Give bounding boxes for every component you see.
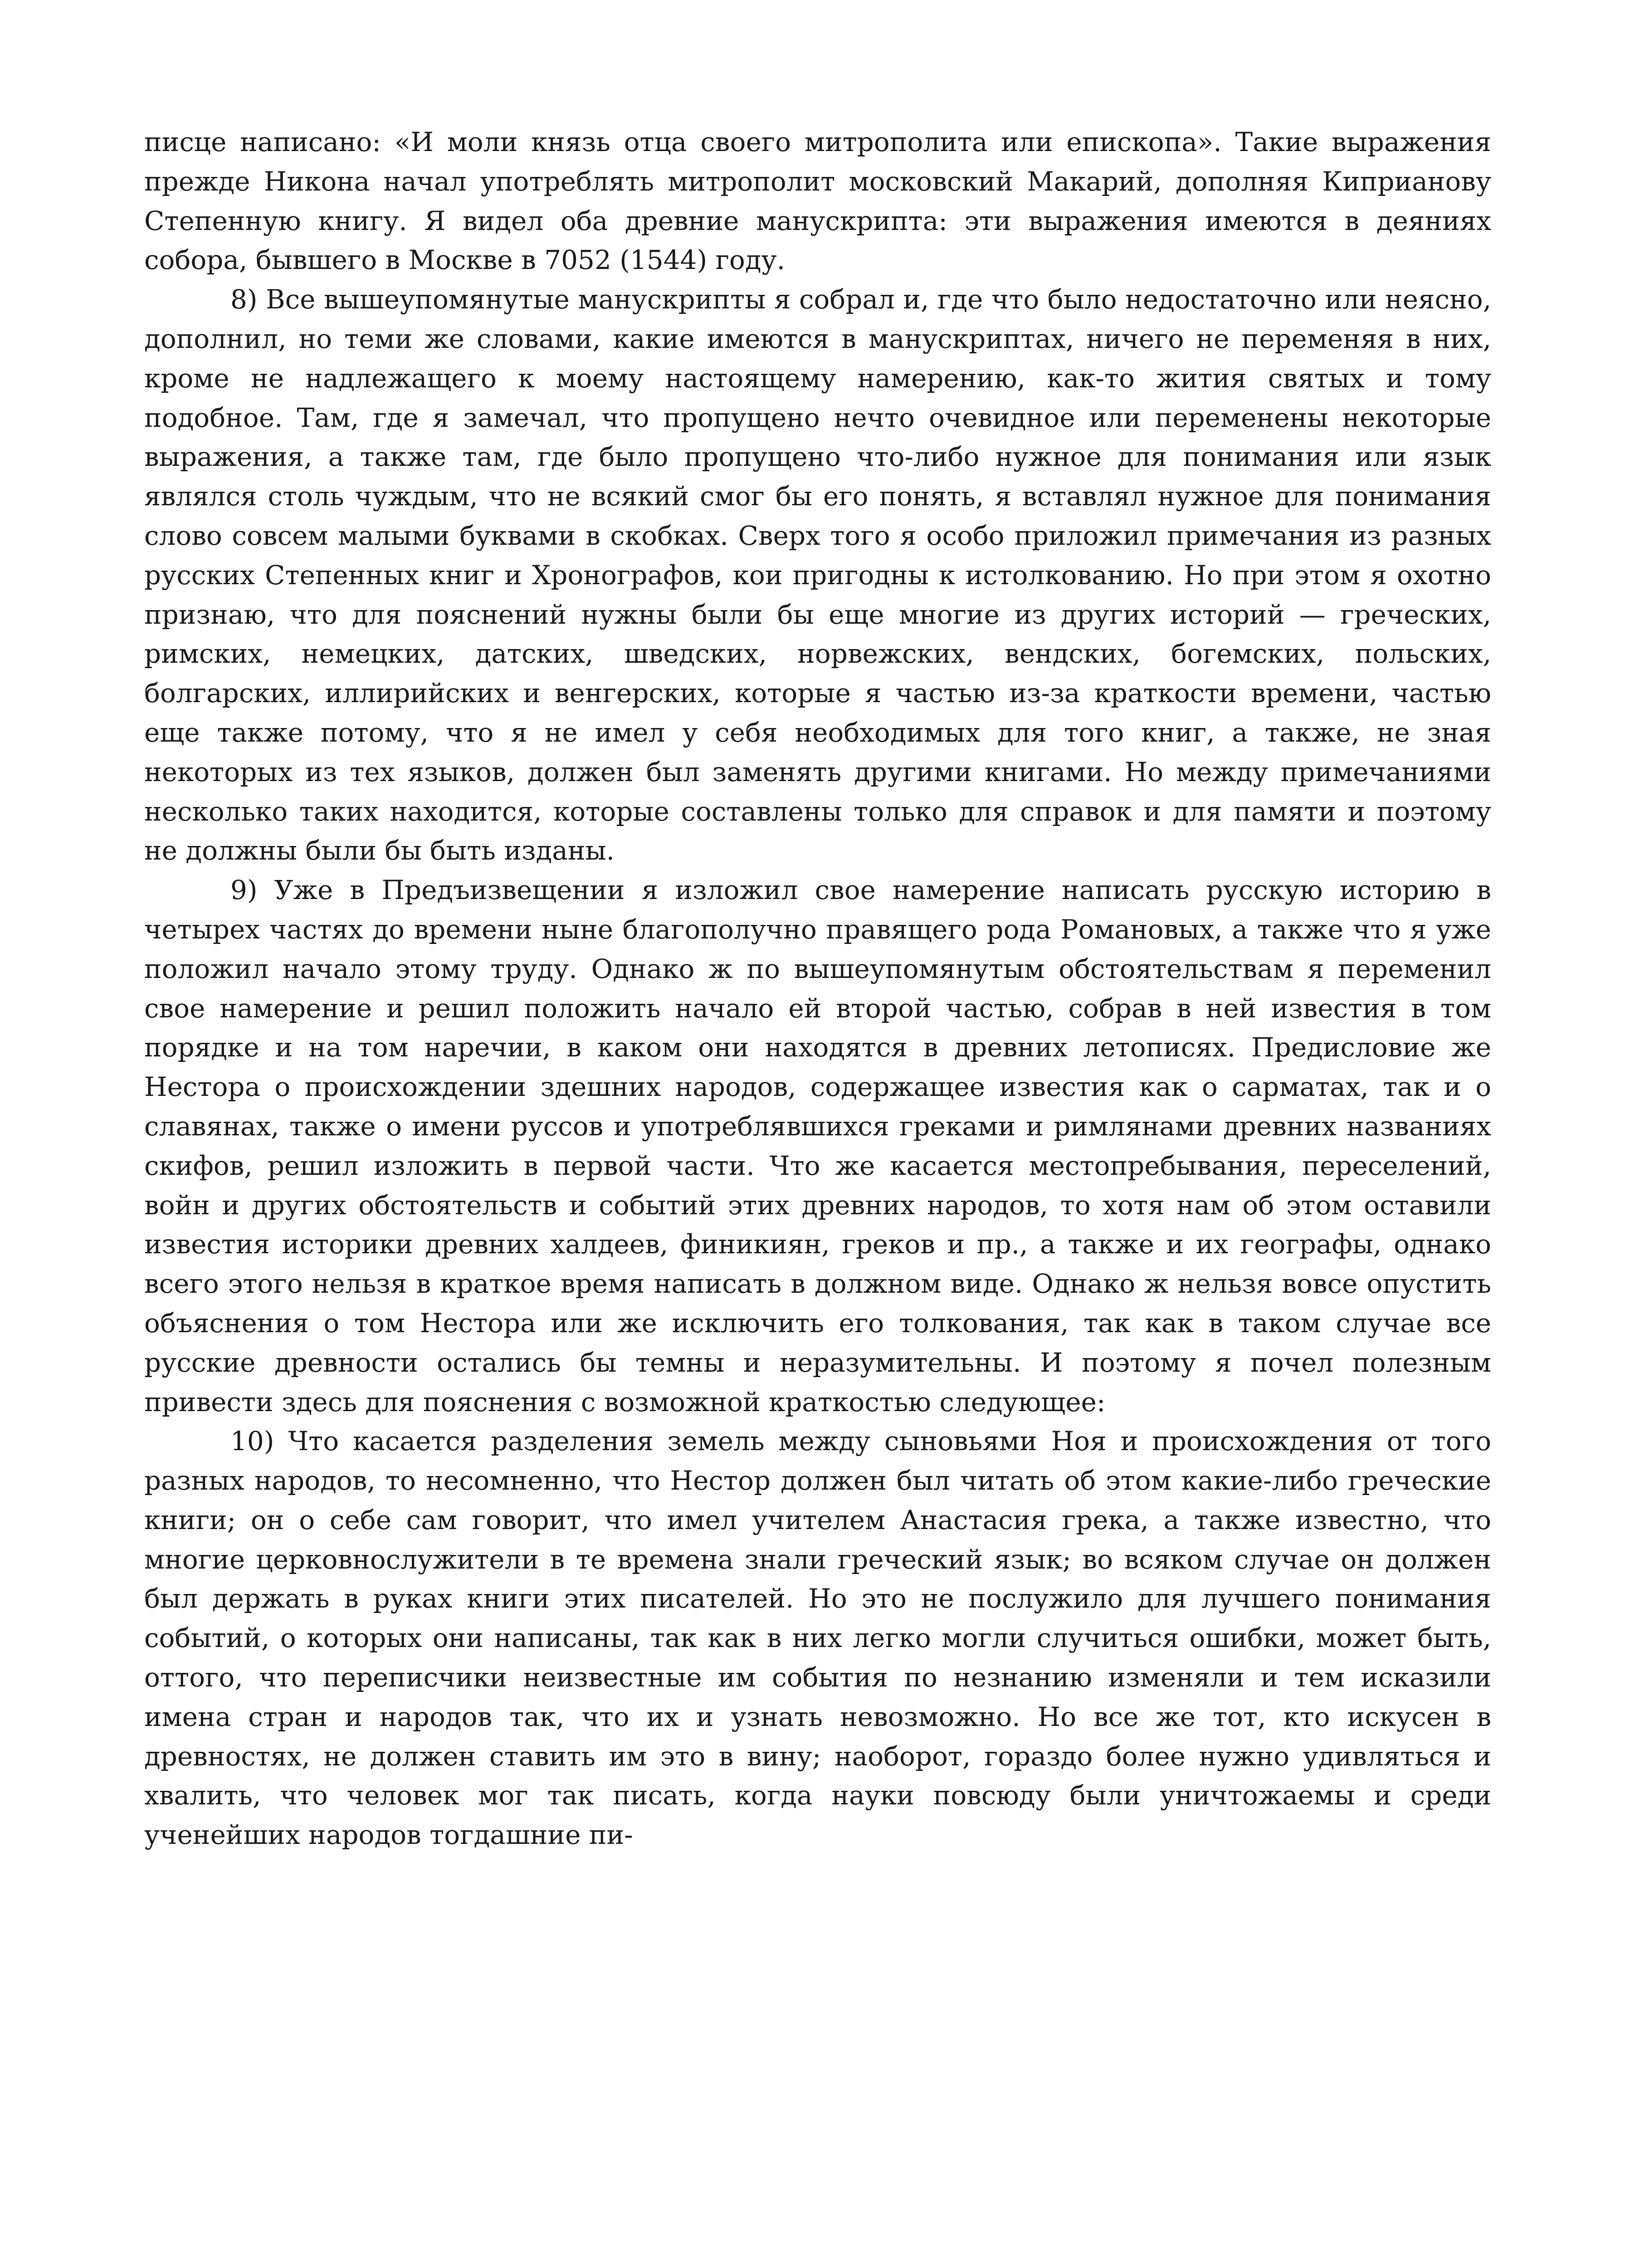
paragraph-10: 10) Что касается разделения земель между сыновьями Ноя и происхождения от того разных народов, то несомненно, что Нестор должен был читать об этом какие-либо греческие книги; он о себе сам говорит, что имел учителем Анастасия грека, а также известно, что многие церковнослужители в те времена знали греческий язык; во всяком случае он должен был держать в руках книги этих писателей. Но это не послужило для лучшего понимания событий, о которых они написаны, так как в них легко могли случиться ошибки, может быть, оттого, что переписчики неизвестные им события по незнанию изменяли и тем исказили имена стран и народов так, что их и узнать невозможно. Но все же тот, кто искусен в древностях, не должен ставить им это в вину; наоборот, гораздо более нужно удивляться и хвалить, что человек мог так писать, когда науки повсюду были уничтожаемы и среди ученейших народов тогдашние пи- <box>144 1426 1491 1851</box>
paragraph-continuation: писце написано: «И моли князь отца своего митрополита или епископа». Такие выражения прежде Никона начал употреблять митрополит московский Макарий, дополняя Киприанову Степенную книгу. Я видел оба древние манускрипта: эти выражения имеются в деяниях собора, бывшего в Москве в 7052 (1544) году. <box>144 127 1491 276</box>
page-body-text <box>144 122 1491 1855</box>
paragraph-9: 9) Уже в Предъизвещении я изложил свое намерение написать русскую историю в четырех частях до времени ныне благополучно правящего рода Романовых, а также что я уже положил начало этому труду. Однако ж по вышеупомянутым обстоятельствам я переменил свое намерение и решил положить начало ей второй частью, собрав в ней известия в том порядке и на том наречии, в каком они находятся в древних летописях. Предисловие же Нестора о происхождении здешних народов, содержащее известия как о сарматах, так и о славянах, также о имени руссов и употреблявшихся греками и римлянами древних названиях скифов, решил изложить в первой части. Что же касается местопребывания, переселений, войн и других обстоятельств и событий этих древних народов, то хотя нам об этом оставили известия историки древних халдеев, финикиян, греков и пр., а также и их географы, однако всего этого нельзя в краткое время написать в должном виде. Однако ж нельзя вовсе опустить объяснения о том Нестора или же исключить его толкования, так как в таком случае все русские древности остались бы темны и неразумительны. И поэтому я почел полезным привести здесь для пояснения с возможной краткостью следующее: <box>144 875 1491 1418</box>
paragraph-8: 8) Все вышеупомянутые манускрипты я собрал и, где что было недостаточно или неясно, дополнил, но теми же словами, какие имеются в манускриптах, ничего не переменяя в них, кроме не надлежащего к моему настоящему намерению, как-то жития святых и тому подобное. Там, где я замечал, что пропущено нечто очевидное или переменены некоторые выражения, а также там, где было пропущено что-либо нужное для понимания или язык являлся столь чуждым, что не всякий смог бы его понять, я вставлял нужное для понимания слово совсем малыми буквами в скобках. Сверх того я особо приложил примечания из разных русских Степенных книг и Хронографов, кои пригодны к истолкованию. Но при этом я охотно признаю, что для пояснений нужны были бы еще многие из других историй — греческих, римских, немецких, датских, шведских, норвежских, вендских, богемских, польских, болгарских, иллирийских и венгерских, которые я частью из-за краткости времени, частью еще также потому, что я не имел у себя необходимых для того книг, а также, не зная некоторых из тех языков, должен был заменять другими книгами. Но между примечаниями несколько таких находится, которые составлены только для справок и для памяти и поэтому не должны были бы быть изданы. <box>144 284 1491 866</box>
